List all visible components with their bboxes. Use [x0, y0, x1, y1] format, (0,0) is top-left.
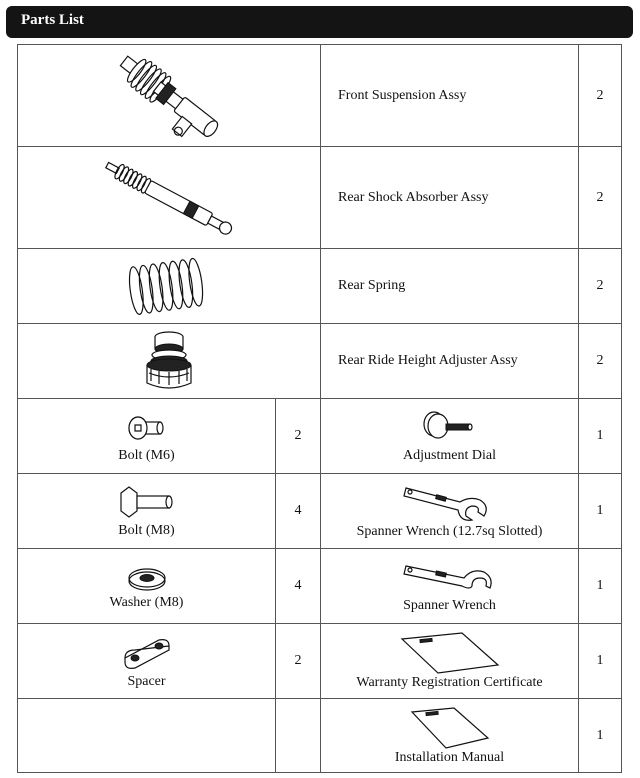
manual-icon — [410, 706, 490, 750]
part-name: Washer (M8) — [109, 595, 184, 610]
parts-table — [17, 44, 622, 773]
table-row — [18, 549, 622, 624]
part-cell — [321, 699, 579, 773]
adjustment-dial-icon — [420, 408, 480, 448]
part-image-cell — [18, 324, 321, 399]
table-row — [18, 45, 622, 147]
part-qty: 2 — [276, 399, 321, 474]
part-qty: 2 — [579, 324, 622, 399]
rear-shock-icon — [89, 148, 249, 248]
part-cell — [321, 624, 579, 699]
part-qty: 4 — [276, 474, 321, 549]
part-name: Spacer — [127, 674, 166, 689]
part-cell — [18, 549, 276, 624]
part-qty: 1 — [579, 549, 622, 624]
part-qty: 2 — [276, 624, 321, 699]
part-name: Rear Shock Absorber Assy — [321, 147, 579, 249]
part-image-cell — [18, 249, 321, 324]
part-name: Bolt (M6) — [118, 448, 175, 463]
height-adjuster-icon — [139, 327, 199, 395]
bolt-m6-icon — [122, 408, 172, 448]
part-cell — [321, 399, 579, 474]
part-image-cell — [18, 147, 321, 249]
parts-list-title: Parts List — [21, 12, 84, 28]
part-name: Bolt (M8) — [118, 523, 175, 538]
table-row — [18, 249, 622, 324]
table-row — [18, 699, 622, 773]
part-cell — [321, 549, 579, 624]
part-qty-empty — [276, 699, 321, 773]
spacer-icon — [117, 632, 177, 674]
warranty-card-icon — [400, 631, 500, 675]
part-cell — [18, 624, 276, 699]
table-row — [18, 399, 622, 474]
part-name: Front Suspension Assy — [321, 45, 579, 147]
part-qty: 1 — [579, 399, 622, 474]
part-name: Installation Manual — [394, 749, 505, 765]
rear-spring-icon — [124, 254, 214, 318]
table-row — [18, 624, 622, 699]
part-qty: 1 — [579, 474, 622, 549]
table-row — [18, 324, 622, 399]
part-name: Spanner Wrench — [403, 598, 496, 613]
spanner-slotted-icon — [400, 482, 500, 524]
part-image-cell — [18, 45, 321, 147]
part-name: Spanner Wrench (12.7sq Slotted) — [356, 524, 543, 539]
parts-list-header — [6, 6, 633, 38]
part-qty: 2 — [579, 249, 622, 324]
washer-icon — [122, 561, 172, 595]
part-qty: 2 — [579, 45, 622, 147]
part-name: Warranty Registration Certificate — [356, 675, 543, 690]
part-name: Rear Ride Height Adjuster Assy — [321, 324, 579, 399]
part-name: Rear Spring — [321, 249, 579, 324]
part-qty: 2 — [579, 147, 622, 249]
part-cell-empty — [18, 699, 276, 773]
part-qty: 1 — [579, 699, 622, 773]
bolt-m8-icon — [115, 483, 179, 523]
table-row — [18, 474, 622, 549]
part-qty: 1 — [579, 624, 622, 699]
spanner-wrench-icon — [400, 558, 500, 598]
part-cell — [321, 474, 579, 549]
part-name: Adjustment Dial — [403, 448, 496, 463]
part-cell — [18, 399, 276, 474]
front-suspension-icon — [94, 46, 244, 146]
part-qty: 4 — [276, 549, 321, 624]
part-cell — [18, 474, 276, 549]
table-row — [18, 147, 622, 249]
